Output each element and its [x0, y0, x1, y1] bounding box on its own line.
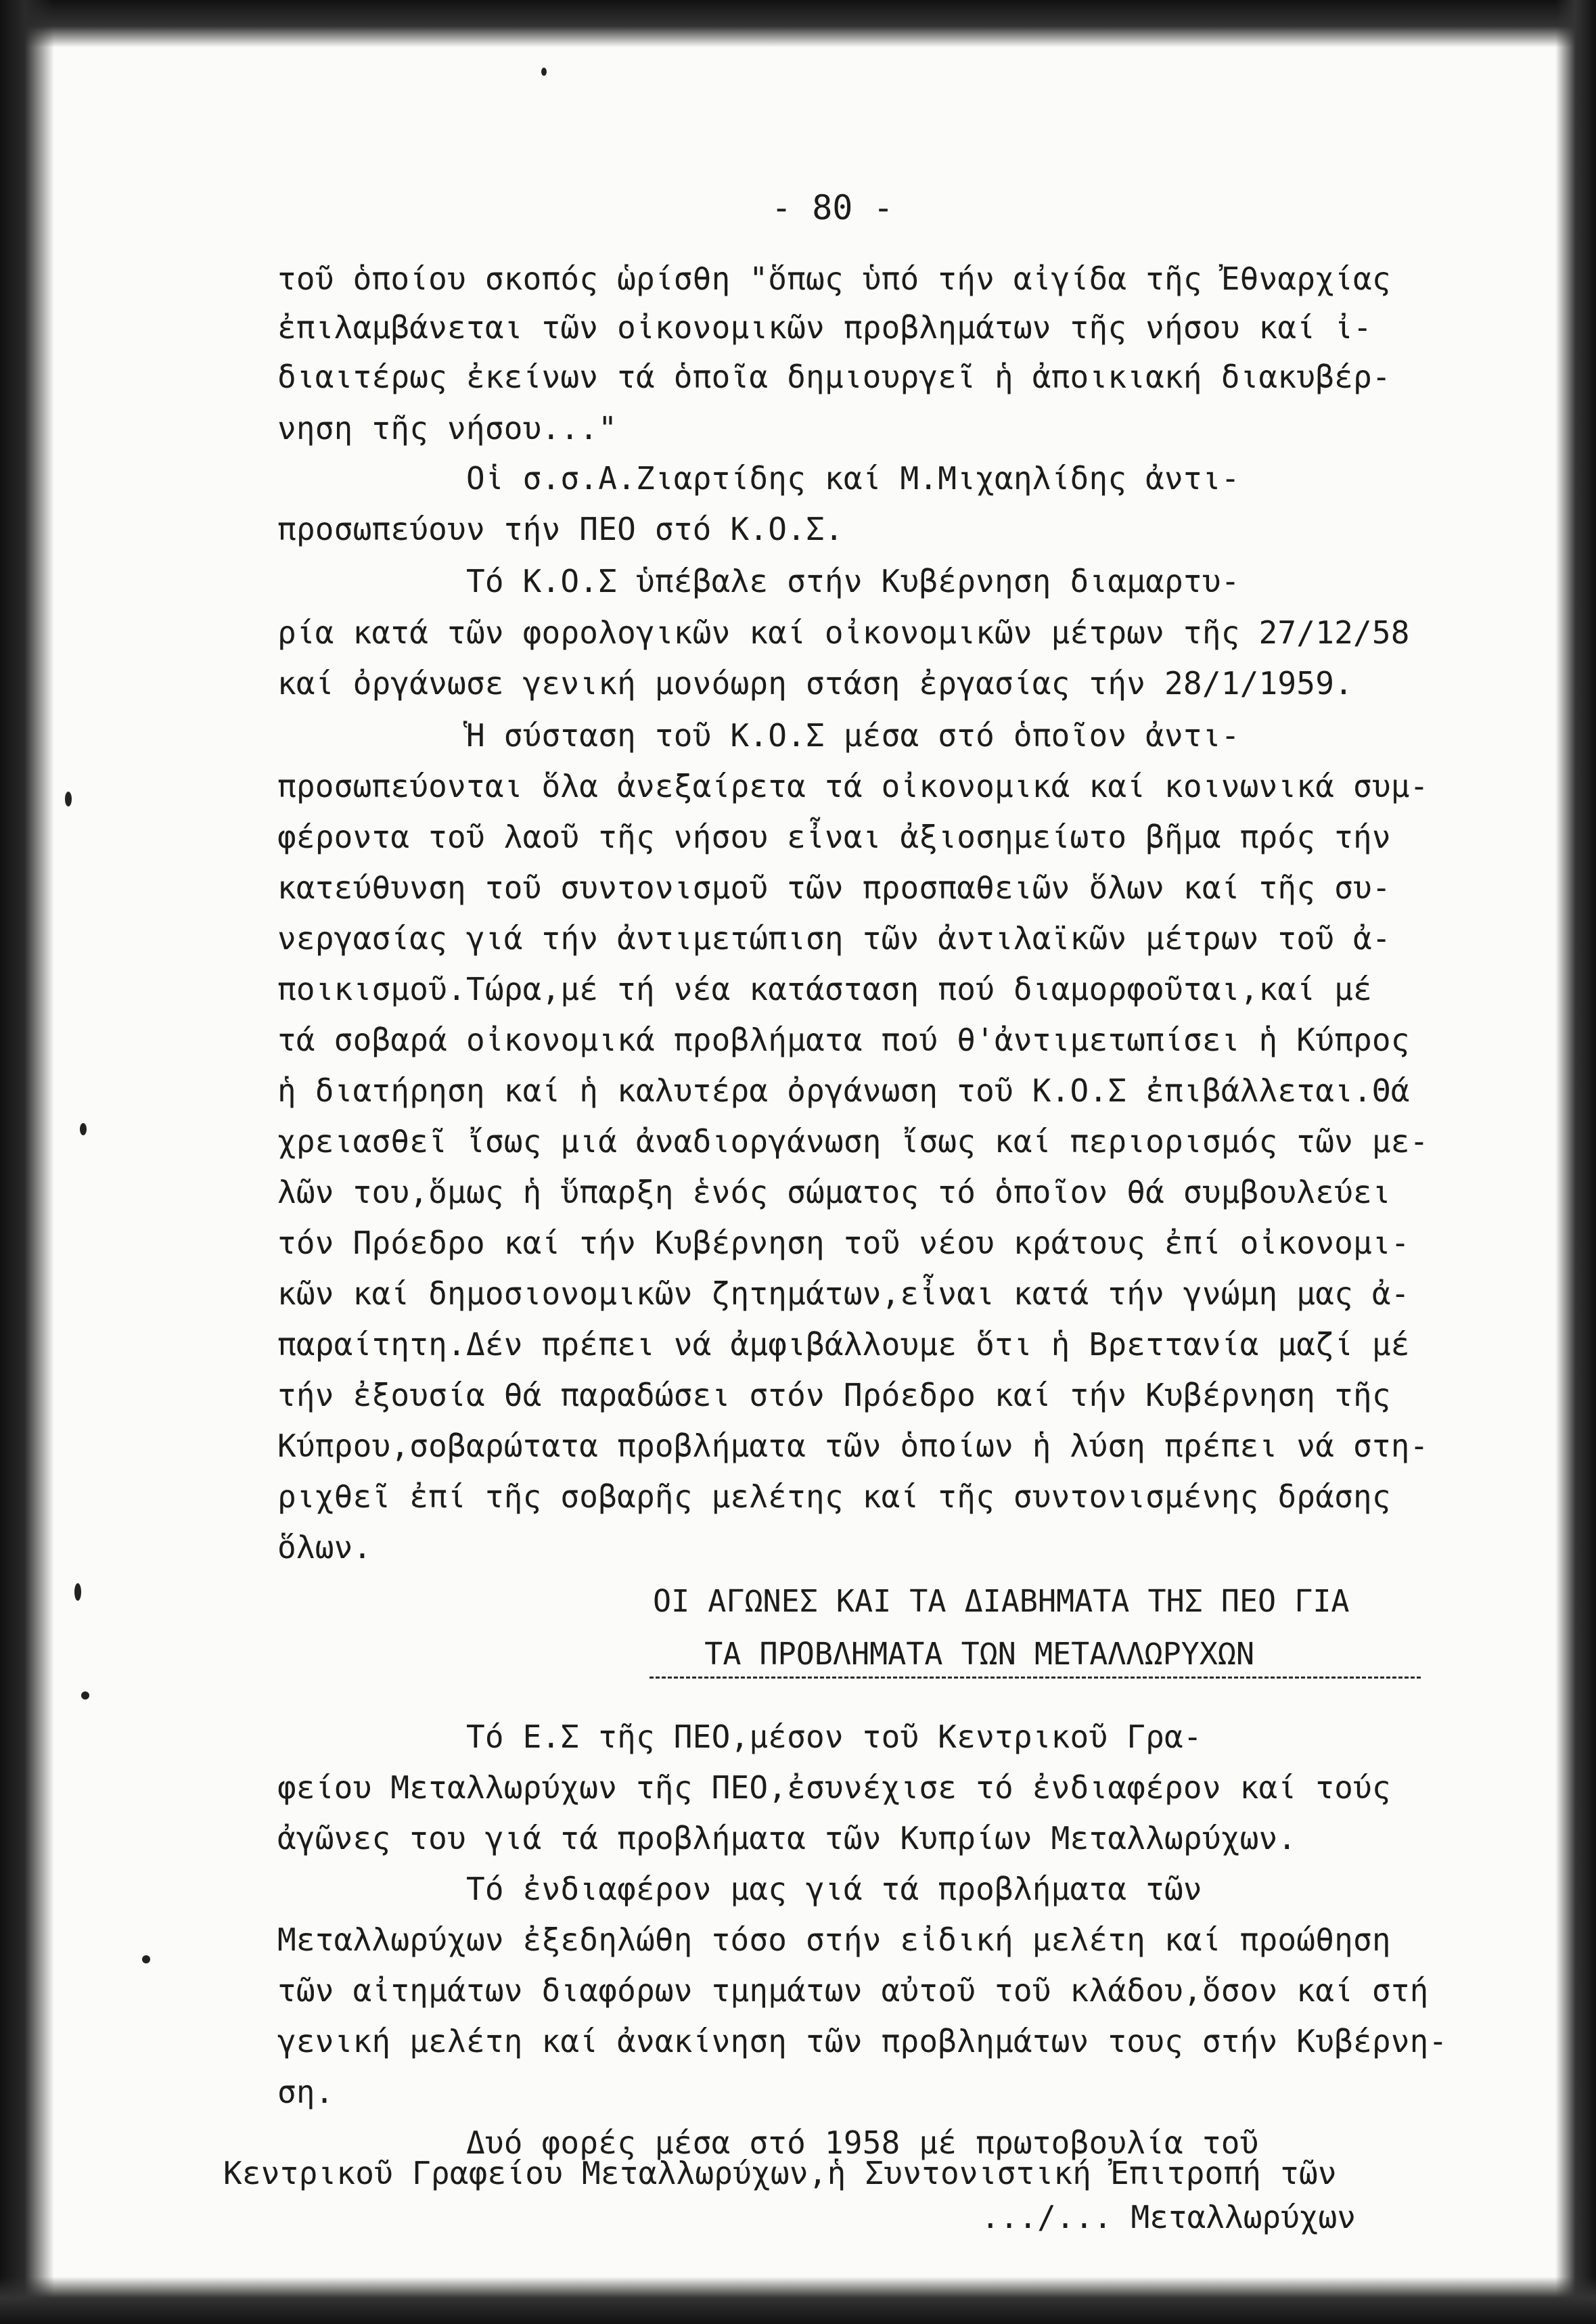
text-line: νεργασίας γιά τήν ἀντιμετώπιση τῶν ἀντιλαϊκῶν μέτρων τοῦ ἀ- [277, 920, 1391, 957]
text-line: καί ὀργάνωσε γενική μονόωρη στάση ἐργασίας τήν 28/1/1959. [277, 665, 1353, 702]
text-line: Τό ἐνδιαφέρον μας γιά τά προβλήματα τῶν [277, 1871, 1202, 1907]
text-line: ποικισμοῦ.Τώρα,μέ τή νέα κατάσταση πού διαμορφοῦται,καί μέ [277, 971, 1372, 1007]
text-line: Κύπρου,σοβαρώτατα προβλήματα τῶν ὁποίων ἡ λύση πρέπει νά στη- [277, 1428, 1429, 1464]
text-line: ἐπιλαμβάνεται τῶν οἰκονομικῶν προβλημάτων τῆς νήσου καί ἰ- [277, 309, 1372, 346]
text-line: γενική μελέτη καί ἀνακίνηση τῶν προβλημάτων τους στήν Κυβέρνη- [277, 2023, 1448, 2059]
text-line: τοῦ ὁποίου σκοπός ὡρίσθη "ὅπως ὑπό τήν αἰγίδα τῆς Ἐθναρχίας [277, 260, 1391, 297]
text-line: ση. [277, 2074, 334, 2110]
text-line: λῶν του,ὅμως ἡ ὕπαρξη ἑνός σώματος τό ὁποῖον θά συμβουλεύει [277, 1174, 1391, 1210]
continuation-note: .../... Μεταλλωρύχων [981, 2199, 1356, 2235]
page-number: - 80 - [771, 188, 894, 227]
text-line: τήν ἐξουσία θά παραδώσει στόν Πρόεδρο καί τήν Κυβέρνηση τῆς [277, 1377, 1391, 1413]
text-line: κατεύθυνση τοῦ συντονισμοῦ τῶν προσπαθειῶν ὅλων καί τῆς συ- [277, 869, 1391, 906]
section-heading-line-2: ΤΑ ΠΡΟΒΛΗΜΑΤΑ ΤΩΝ ΜΕΤΑΛΛΩΡΥΧΩΝ [649, 1636, 1255, 1672]
text-line: τῶν αἰτημάτων διαφόρων τμημάτων αὐτοῦ τοῦ κλάδου,ὅσον καί στή [277, 1972, 1429, 2009]
text-line: Κεντρικοῦ Γραφείου Μεταλλωρύχων,ἡ Συντονιστική Ἐπιτροπή τῶν [223, 2155, 1337, 2191]
text-line: διαιτέρως ἐκείνων τά ὁποῖα δημιουργεῖ ἡ ἀποικιακή διακυβέρ- [277, 359, 1391, 395]
text-line: νηση τῆς νήσου..." [277, 410, 618, 447]
text-line: ὅλων. [277, 1529, 372, 1566]
text-line: προσωπεύονται ὅλα ἀνεξαίρετα τά οἰκονομικά καί κοινωνικά συμ- [277, 768, 1429, 804]
text-line: Οἱ σ.σ.Α.Ζιαρτίδης καί Μ.Μιχαηλίδης ἀντι- [277, 460, 1240, 497]
text-line: ριχθεῖ ἐπί τῆς σοβαρῆς μελέτης καί τῆς συντονισμένης δράσης [277, 1478, 1391, 1515]
text-line: κῶν καί δημοσιονομικῶν ζητημάτων,εἶναι κατά τήν γνώμη μας ἀ- [277, 1275, 1410, 1312]
text-line: Δυό φορές μέσα στό 1958 μέ πρωτοβουλία τοῦ [277, 2124, 1259, 2161]
text-line: παραίτητη.Δέν πρέπει νά ἀμφιβάλλουμε ὅτι ἡ Βρεττανία μαζί μέ [277, 1326, 1410, 1363]
section-heading-line-1: ΟΙ ΑΓΩΝΕΣ ΚΑΙ ΤΑ ΔΙΑΒΗΜΑΤΑ ΤΗΣ ΠΕΟ ΓΙΑ [653, 1583, 1350, 1619]
text-line: χρειασθεῖ ἴσως μιά ἀναδιοργάνωση ἴσως καί περιορισμός τῶν με- [277, 1123, 1429, 1160]
text-line: ἡ διατήρηση καί ἡ καλυτέρα ὀργάνωση τοῦ Κ.Ο.Σ ἐπιβάλλεται.Θά [277, 1072, 1410, 1109]
text-line: ἀγῶνες του γιά τά προβλήματα τῶν Κυπρίων Μεταλλωρύχων. [277, 1820, 1297, 1856]
text-line: Τό Ε.Σ τῆς ΠΕΟ,μέσον τοῦ Κεντρικοῦ Γρα- [277, 1718, 1202, 1755]
text-line: Τό Κ.Ο.Σ ὑπέβαλε στήν Κυβέρνηση διαμαρτυ- [277, 563, 1240, 599]
text-line: Ἡ σύσταση τοῦ Κ.Ο.Σ μέσα στό ὁποῖον ἀντι- [277, 717, 1240, 754]
text-line: προσωπεύουν τήν ΠΕΟ στό Κ.Ο.Σ. [277, 511, 844, 547]
heading-underline [649, 1677, 1421, 1679]
text-line: Μεταλλωρύχων ἐξεδηλώθη τόσο στήν εἰδική μελέτη καί προώθηση [277, 1921, 1391, 1958]
text-line: ρία κατά τῶν φορολογικῶν καί οἰκονομικῶν μέτρων τῆς 27/12/58 [277, 614, 1410, 651]
text-line: τά σοβαρά οἰκονομικά προβλήματα πού θ'ἀντιμετωπίσει ἡ Κύπρος [277, 1022, 1410, 1058]
text-line: τόν Πρόεδρο καί τήν Κυβέρνηση τοῦ νέου κράτους ἐπί οἰκονομι- [277, 1225, 1410, 1261]
text-line: φείου Μεταλλωρύχων τῆς ΠΕΟ,ἐσυνέχισε τό ἐνδιαφέρον καί τούς [277, 1769, 1391, 1806]
text-line: φέροντα τοῦ λαοῦ τῆς νήσου εἶναι ἀξιοσημείωτο βῆμα πρός τήν [277, 819, 1391, 855]
